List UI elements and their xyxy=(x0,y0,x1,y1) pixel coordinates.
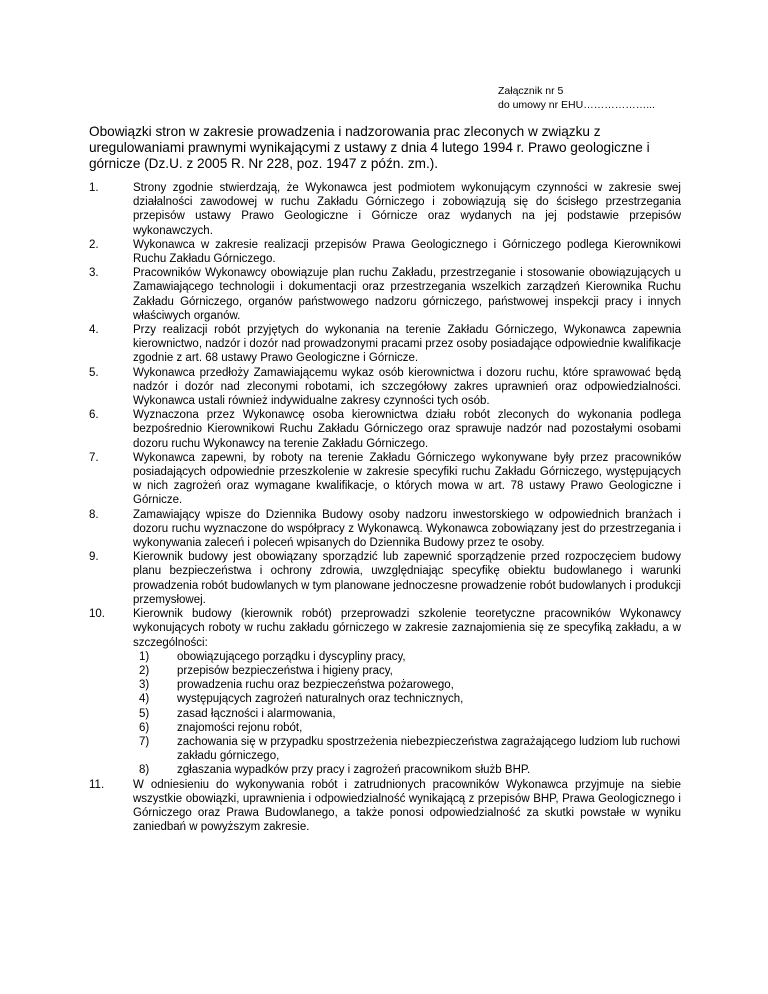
sub-item-number: 5) xyxy=(139,707,150,720)
item-text: Strony zgodnie stwierdzają, że Wykonawca jest podmiotem wykonującym czynności w zakresie swej działalności zawodowej w ruchu Zakładu Górniczego i zobowiązują się do ścisłego przestrzegania przepisów ustawy Prawo Geologiczne i Górnicze oraz wydanych na jej podstawie przepisów wykonawczych. xyxy=(133,182,681,237)
item-text: Wykonawca przedłoży Zamawiającemu wykaz osób kierownictwa i dozoru ruchu, które sprawować będą nadzór i dozór nad zleconymi robotami, ich szczegółowy zakres uprawnień oraz odpowiedzialności. Wykonawca ustali również indywidualne zakresy czynności tych osób. xyxy=(133,366,681,408)
list-item xyxy=(89,323,681,366)
annex-contract-ref: do umowy nr EHU………………... xyxy=(498,99,655,111)
item-number: 5. xyxy=(89,366,99,379)
sub-item-number: 8) xyxy=(139,764,150,777)
item-text: Przy realizacji robót przyjętych do wykonania na terenie Zakładu Górniczego, Wykonawca zapewnia kierownictwo, nadzór i dozór nad prowadzonymi pracami przez osoby posiadające odpowiednie kwalifikacje zgodnie z art. 68 ustawy Prawo Geologiczne i Górnicze. xyxy=(133,324,681,365)
annex-header xyxy=(498,84,655,112)
sub-item-number: 4) xyxy=(139,693,150,706)
list-item xyxy=(89,508,681,551)
item-number: 10. xyxy=(89,608,105,621)
item-number: 11. xyxy=(89,778,105,791)
list-item xyxy=(89,778,681,835)
item-number: 6. xyxy=(89,409,99,422)
list-item xyxy=(89,607,681,777)
sub-list-item xyxy=(133,692,681,706)
sub-list-item xyxy=(133,721,681,735)
item-number: 2. xyxy=(89,238,99,251)
list-item xyxy=(89,366,681,409)
item-number: 3. xyxy=(89,267,99,280)
sub-list-item xyxy=(133,707,681,721)
item-text: Wykonawca zapewni, by roboty na terenie Zakładu Górniczego wykonywane były przez pracowników posiadających odpowiednie przeszkolenie w zakresie specyfiki ruchu Zakładu Górniczego, występujących w nich zagrożeń oraz wymagane kwalifikacje, o których mowa w art. 78 ustawy Prawo Geologiczne i Górnicze. xyxy=(133,451,681,507)
sub-list-item xyxy=(133,664,681,678)
sub-item-number: 3) xyxy=(139,679,150,692)
item-number: 9. xyxy=(89,551,99,564)
item-text: W odniesieniu do wykonywania robót i zatrudnionych pracowników Wykonawca przyjmuje na siebie wszystkie obowiązki, uprawnienia i odpowiedzialność wynikającą z przepisów BHP, Prawa Geologicznego i Górniczego oraz Prawa Budowlanego, a także ponosi odpowiedzialność za skutki powstałe w wyniku zaniedbań w powyższym zakresie. xyxy=(133,778,681,834)
item-text: Kierownik budowy (kierownik robót) przeprowadzi szkolenie teoretyczne pracowników Wykonawcy wykonujących roboty w ruchu zakładu górniczego w zakresie zaznajomienia się ze specyfiką zakładu, a w szczególności: xyxy=(133,608,681,649)
annex-number: Załącznik nr 5 xyxy=(498,85,564,97)
sub-item-text: prowadzenia ruchu oraz bezpieczeństwa pożarowego, xyxy=(177,679,454,692)
sub-item-number: 6) xyxy=(139,721,150,734)
sub-item-text: znajomości rejonu robót, xyxy=(177,721,303,734)
sub-item-text: przepisów bezpieczeństwa i higieny pracy, xyxy=(177,664,393,677)
sub-item-text: obowiązującego porządku i dyscypliny pracy, xyxy=(177,650,406,663)
sub-item-number: 7) xyxy=(139,735,150,748)
list-item xyxy=(89,408,681,451)
sub-item-text: zgłaszania wypadków przy pracy i zagrożeń pracownikom służb BHP. xyxy=(177,764,531,777)
item-text: Zamawiający wpisze do Dziennika Budowy osoby nadzoru inwestorskiego w odpowiednich branżach i dozoru ruchu wyznaczone do współpracy z Wykonawcą. Wykonawca zobowiązany jest do przestrzegania i wykonywania zaleceń i poleceń wpisanych do Dziennika Budowy przez te osoby. xyxy=(133,508,681,550)
list-item xyxy=(89,451,681,508)
item-number: 1. xyxy=(89,182,99,194)
item-number: 7. xyxy=(89,451,99,464)
sub-list-item xyxy=(133,763,681,777)
list-item xyxy=(89,266,681,323)
item-text: Wykonawca w zakresie realizacji przepisów Prawa Geologicznego i Górniczego podlega Kierownikowi Ruchu Zakładu Górniczego. xyxy=(133,238,681,266)
sub-list-item xyxy=(133,735,681,763)
item-text: Pracowników Wykonawcy obowiązuje plan ruchu Zakładu, przestrzeganie i stosowanie obowiązujących u Zamawiającego technologii i dokumentacji oraz przestrzegania wszelkich zarządzeń Kierownika Ruchu Zakładu Górniczego, organów państwowego nadzoru górniczego, państwowej inspekcji pracy i innych właściwych organów. xyxy=(133,267,681,322)
list-item xyxy=(89,238,681,266)
item-number: 4. xyxy=(89,324,99,337)
list-item xyxy=(89,550,681,607)
sub-item-text: zasad łączności i alarmowania, xyxy=(177,707,336,720)
sub-item-text: występujących zagrożeń naturalnych oraz technicznych, xyxy=(177,693,464,706)
item-text: Wyznaczona przez Wykonawcę osoba kierownictwa działu robót zleconych do wykonania podlega bezpośrednio Kierownikowi Ruchu Zakładu Górniczego oraz sprawuje nadzór nad pozostałymi osobami dozoru ruchu Wykonawcy na terenie Zakładu Górniczego. xyxy=(133,409,681,450)
list-item xyxy=(89,181,681,238)
training-topics-list xyxy=(133,650,681,778)
document-title: Obowiązki stron w zakresie prowadzenia i nadzorowania prac zleconych w związku z uregulowaniami prawnymi wynikającymi z ustawy z dnia 4 lutego 1994 r. Prawo geologiczne i górnicze (Dz.U. z 2005 R. Nr 228, poz. 1947 z późn. zm.). xyxy=(89,124,650,171)
sub-list-item xyxy=(133,678,681,692)
sub-item-text: zachowania się w przypadku spostrzeżenia niebezpieczeństwa zagrażającego ludziom lub ruchowi zakładu górniczego, xyxy=(177,735,681,763)
sub-list-item xyxy=(133,650,681,664)
sub-item-number: 2) xyxy=(139,664,150,677)
item-text: Kierownik budowy jest obowiązany sporządzić lub zapewnić sporządzenie przed rozpoczęciem budowy planu bezpieczeństwa i ochrony zdrowia, uwzględniając specyfikę obiektu budowlanego i warunki prowadzenia robót budowlanych w tym planowane jednoczesne prowadzenie robót budowlanych i produkcji przemysłowej. xyxy=(133,551,681,606)
obligations-list xyxy=(89,181,681,834)
item-number: 8. xyxy=(89,508,99,521)
sub-item-number: 1) xyxy=(139,650,150,663)
